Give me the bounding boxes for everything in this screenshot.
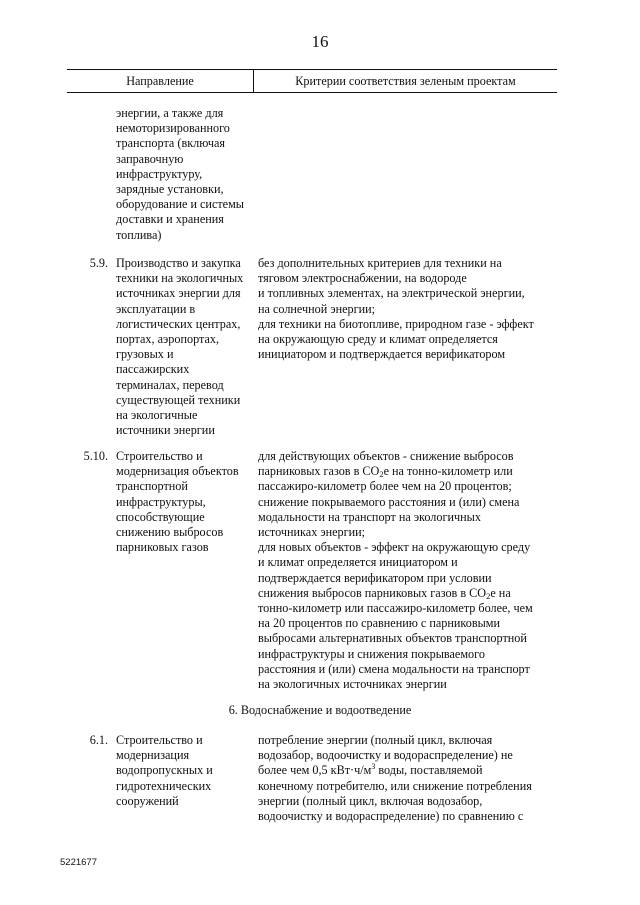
column-header-direction: Направление: [126, 74, 194, 88]
direction-cell: Строительство и модернизация объектов транспортной инфраструктуры, способствующие снижению выбросов парниковых газов: [116, 449, 239, 555]
criteria-text: для действующих объектов - снижение выбросов парниковых газов в CO: [258, 449, 514, 479]
superscript: 3: [371, 762, 376, 772]
criteria-cell: без дополнительных критериев для техники на тяговом электроснабжении, на водороде и топливных элементах, на электрической энергии, на солнечной энергии; для техники на биотопливе, природном газе - эффект на окружающую среду и климат определяется инициатором и подтверждается верификатором: [258, 256, 534, 362]
criteria-cell: [258, 733, 558, 824]
subscript: 2: [486, 590, 491, 601]
row-number: 5.9.: [89, 256, 108, 270]
document-code: 5221677: [60, 857, 97, 868]
row-number: 5.10.: [83, 449, 108, 463]
direction-cell: Производство и закупка техники на экологичных источниках энергии для эксплуатации в логистических центрах, портах, аэропортах, грузовых и пассажирских терминалах, перевод существующей техники на экологичные источники энергии: [116, 256, 244, 438]
criteria-cell: [258, 449, 558, 692]
row-number: 6.1.: [89, 733, 108, 747]
criteria-text: e на тонно-километр или пассажиро-километр более чем на 20 процентов; снижение покрываемого расстояния и (или) смена модальности на транспорт на экологичных источниках энергии; для новых объектов - эффект на окружающую среду и климат определяется инициатором и подтверждается верификатором при условии снижения выбросов парниковых газов в CO: [258, 464, 531, 600]
direction-cell: Строительство и модернизация водопропускных и гидротехнических сооружений: [116, 733, 213, 808]
table-header-top-rule: [67, 69, 557, 70]
criteria-text: e на тонно-километр или пассажиро-километр более, чем на 20 процентов по сравнению с парниковыми выбросами альтернативных объектов транспортной инфраструктуры и снижения покрываемого расстояния и (или) смена модальности на транспорт на экологичных источниках энергии: [258, 585, 533, 692]
subscript: 2: [379, 469, 384, 480]
section-title: 6. Водоснабжение и водоотведение: [228, 703, 412, 717]
direction-cell: энергии, а также для немоторизированного транспорта (включая заправочную инфраструктуру, зарядные установки, оборудование и системы доставки и хранения топлива): [116, 106, 244, 242]
column-header-criteria: Критерии соответствия зеленым проектам: [295, 74, 516, 88]
page-number: 16: [311, 32, 329, 51]
criteria-text: воды, поставляемой конечному потребителю, или снижение потребления энергии (полный цикл, включая водозабор, водоочистку и водораспределение) по сравнению с: [258, 763, 532, 824]
table-header-bottom-rule: [67, 92, 557, 93]
criteria-text: потребление энергии (полный цикл, включая водозабор, водоочистку и водораспределение) не более чем 0,5 кВт·ч/м: [258, 733, 513, 778]
